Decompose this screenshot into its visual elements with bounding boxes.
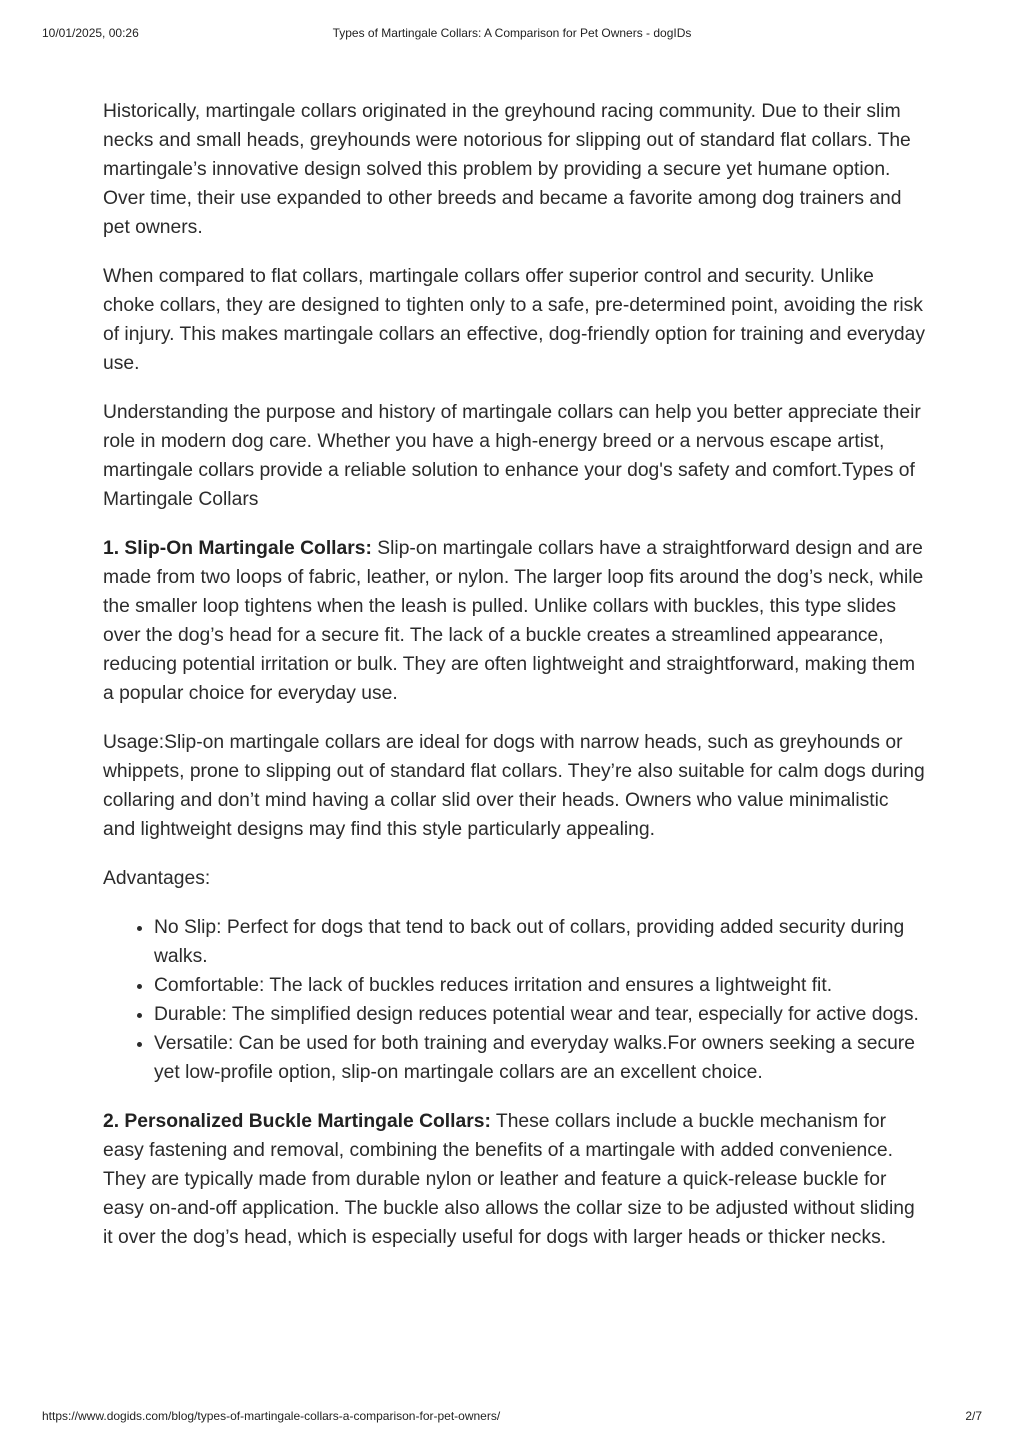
slip-on-text: Slip-on martingale collars have a straightforward design and are made from two loops of fabric, leather, or nylon. The larger loop fits around the dog’s neck, while the smaller loop tightens when the leash is pulled. Unlike collars with buckles, this type slides over the dog’s head for a secure fit. The lack of a buckle creates a streamlined appearance, reducing potential irritation or bulk. They are often lightweight and straightforward, making them a popular choice for everyday use.: [103, 538, 924, 704]
advantages-label: Advantages:: [103, 868, 211, 889]
print-footer: [42, 1409, 982, 1425]
print-header: [42, 26, 982, 42]
paragraph-slip-on: [103, 534, 925, 708]
list-item: • No Slip: Perfect for dogs that tend to back out of collars, providing added security during walks.: [154, 913, 925, 971]
print-url: https://www.dogids.com/blog/types-of-martingale-collars-a-comparison-for-pet-owners/: [42, 1409, 501, 1423]
article-body: [103, 97, 925, 1272]
buckle-text: These collars include a buckle mechanism for easy fastening and removal, combining the benefits of a martingale with added convenience. They are typically made from durable nylon or leather and feature a quick-release buckle for easy on-and-off application. The buckle also allows the collar size to be adjusted without sliding it over the dog’s head, which is especially useful for dogs with larger heads or thicker necks.: [103, 1111, 915, 1248]
page-number: 2/7: [965, 1409, 982, 1423]
paragraph-buckle: [103, 1107, 925, 1252]
print-page-title: Types of Martingale Collars: A Comparison for Pet Owners - dogIDs: [332, 26, 692, 40]
list-item: • Versatile: Can be used for both training and everyday walks.For owners seeking a secure yet low-profile option, slip-on martingale collars are an excellent choice.: [154, 1029, 925, 1087]
paragraph-usage: Usage:Slip-on martingale collars are ideal for dogs with narrow heads, such as greyhounds or whippets, prone to slipping out of standard flat collars. They’re also suitable for calm dogs during collaring and don’t mind having a collar slid over their heads. Owners who value minimalistic and lightweight designs may find this style particularly appealing.: [103, 732, 925, 840]
buckle-heading: 2. Personalized Buckle Martingale Collars:: [103, 1111, 491, 1132]
list-item: • Comfortable: The lack of buckles reduces irritation and ensures a lightweight fit.: [154, 971, 925, 1000]
print-datetime: 10/01/2025, 00:26: [42, 26, 139, 40]
paragraph-understanding: Understanding the purpose and history of martingale collars can help you better appreciate their role in modern dog care. Whether you have a high-energy breed or a nervous escape artist, martingale collars provide a reliable solution to enhance your dog's safety and comfort.Types of Martingale Collars: [103, 402, 921, 510]
paragraph-history: Historically, martingale collars originated in the greyhound racing community. Due to their slim necks and small heads, greyhounds were notorious for slipping out of standard flat collars. The martingale’s innovative design solved this problem by providing a secure yet humane option. Over time, their use expanded to other breeds and became a favorite among dog trainers and pet owners.: [103, 101, 911, 238]
list-item: • Durable: The simplified design reduces potential wear and tear, especially for active dogs.: [154, 1000, 925, 1029]
slip-on-heading: 1. Slip-On Martingale Collars:: [103, 538, 372, 559]
advantages-list: [103, 913, 925, 1087]
paragraph-comparison: When compared to flat collars, martingale collars offer superior control and security. Unlike choke collars, they are designed to tighten only to a safe, pre-determined point, avoiding the risk of injury. This makes martingale collars an effective, dog-friendly option for training and everyday use.: [103, 266, 926, 374]
